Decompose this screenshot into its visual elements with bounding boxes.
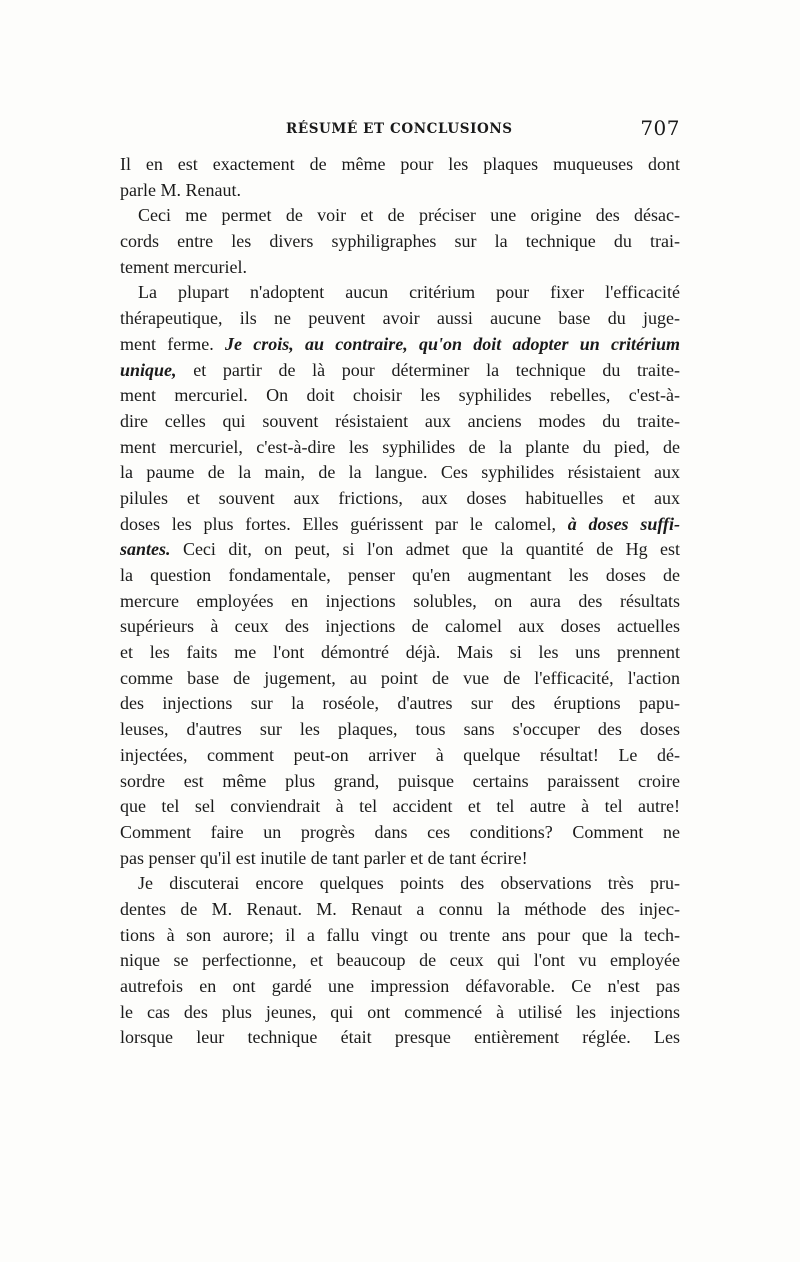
text-line: la question fondamentale, penser qu'en augmentant les doses de — [120, 565, 680, 585]
text-line: lorsque leur technique était presque entièrement réglée. Les — [120, 1027, 680, 1048]
text-line: le cas des plus jeunes, qui ont commencé à utilisé les injections — [120, 1001, 680, 1022]
text-line: ment mercuriel, c'est-à-dire les syphilides de la plante du pied, de — [120, 436, 680, 457]
page-number: 707 — [640, 116, 680, 140]
text-run: doses les plus fortes. Elles guérissent par le calomel, — [120, 513, 557, 534]
text-line: La plupart n'adoptent aucun critérium pour fixer l'efficacité — [138, 282, 680, 303]
italic-run: à doses suffi- — [567, 513, 680, 534]
text-line: pas penser qu'il est inutile de tant parler et de tant écrire! — [120, 847, 528, 868]
text-line: comme base de jugement, au point de vue de l'efficacité, l'action — [120, 667, 680, 688]
text-line: supérieurs à ceux des injections de calomel aux doses actuelles — [120, 616, 680, 637]
text-line: dentes de M. Renaut. M. Renaut a connu la méthode des injec- — [120, 898, 680, 919]
text-line: pilules et souvent aux frictions, aux doses habituelles et aux — [120, 487, 680, 508]
text-line: sordre est même plus grand, puisque certains paraissent croire — [120, 770, 680, 791]
text-line: tions à son aurore; il a fallu vingt ou trente ans pour que la tech- — [120, 924, 680, 945]
text-line: Il en est exactement de même pour les plaques muqueuses dont — [120, 154, 680, 174]
text-line: parle M. Renaut. — [120, 179, 241, 200]
text-line: Ceci me permet de voir et de préciser une origine des désac- — [138, 205, 680, 226]
text-line: nique se perfectionne, et beaucoup de ceux qui l'ont vu employée — [120, 950, 680, 971]
text-line: que tel sel conviendrait à tel accident et tel autre à tel autre! — [120, 796, 680, 817]
text-line: mercure employées en injections solubles, on aura des résultats — [120, 590, 680, 611]
body-text — [120, 152, 680, 1051]
text-line: autrefois en ont gardé une impression défavorable. Ce n'est pas — [120, 976, 680, 996]
text-line: injectées, comment peut-on arriver à quelque résultat! Le dé- — [120, 744, 680, 765]
text-run: ment ferme. — [120, 333, 214, 354]
text-line: la paume de la main, de la langue. Ces syphilides résistaient aux — [120, 462, 680, 483]
text-run: et partir de là pour déterminer la technique du traite- — [193, 359, 680, 380]
text-line: leuses, d'autres sur les plaques, tous sans s'occuper des doses — [120, 719, 680, 740]
running-title: RÉSUMÉ ET CONCLUSIONS — [286, 121, 513, 137]
italic-run: Je crois, au contraire, qu'on doit adopter un critérium — [224, 333, 681, 354]
text-line: tement mercuriel. — [120, 256, 247, 277]
text-line — [120, 512, 680, 538]
text-line: des injections sur la roséole, d'autres sur des éruptions papu- — [120, 693, 680, 714]
text-line: cords entre les divers syphiligraphes sur la technique du trai- — [120, 231, 680, 252]
italic-run: santes. — [120, 539, 171, 560]
text-line — [120, 358, 680, 384]
text-line: dire celles qui souvent résistaient aux anciens modes du traite- — [120, 410, 680, 431]
running-head — [120, 116, 680, 142]
italic-run: unique, — [120, 359, 177, 380]
text-line — [120, 537, 680, 563]
text-line: et les faits me l'ont démontré déjà. Mais si les uns prennent — [120, 642, 680, 663]
text-line — [120, 332, 680, 358]
text-line: ment mercuriel. On doit choisir les syphilides rebelles, c'est-à- — [120, 385, 680, 406]
text-line: thérapeutique, ils ne peuvent avoir aussi aucune base du juge- — [120, 308, 680, 329]
text-line: Comment faire un progrès dans ces conditions? Comment ne — [120, 821, 680, 842]
text-run: Ceci dit, on peut, si l'on admet que la quantité de Hg est — [182, 539, 681, 560]
text-line: Je discuterai encore quelques points des observations très pru- — [138, 873, 680, 894]
